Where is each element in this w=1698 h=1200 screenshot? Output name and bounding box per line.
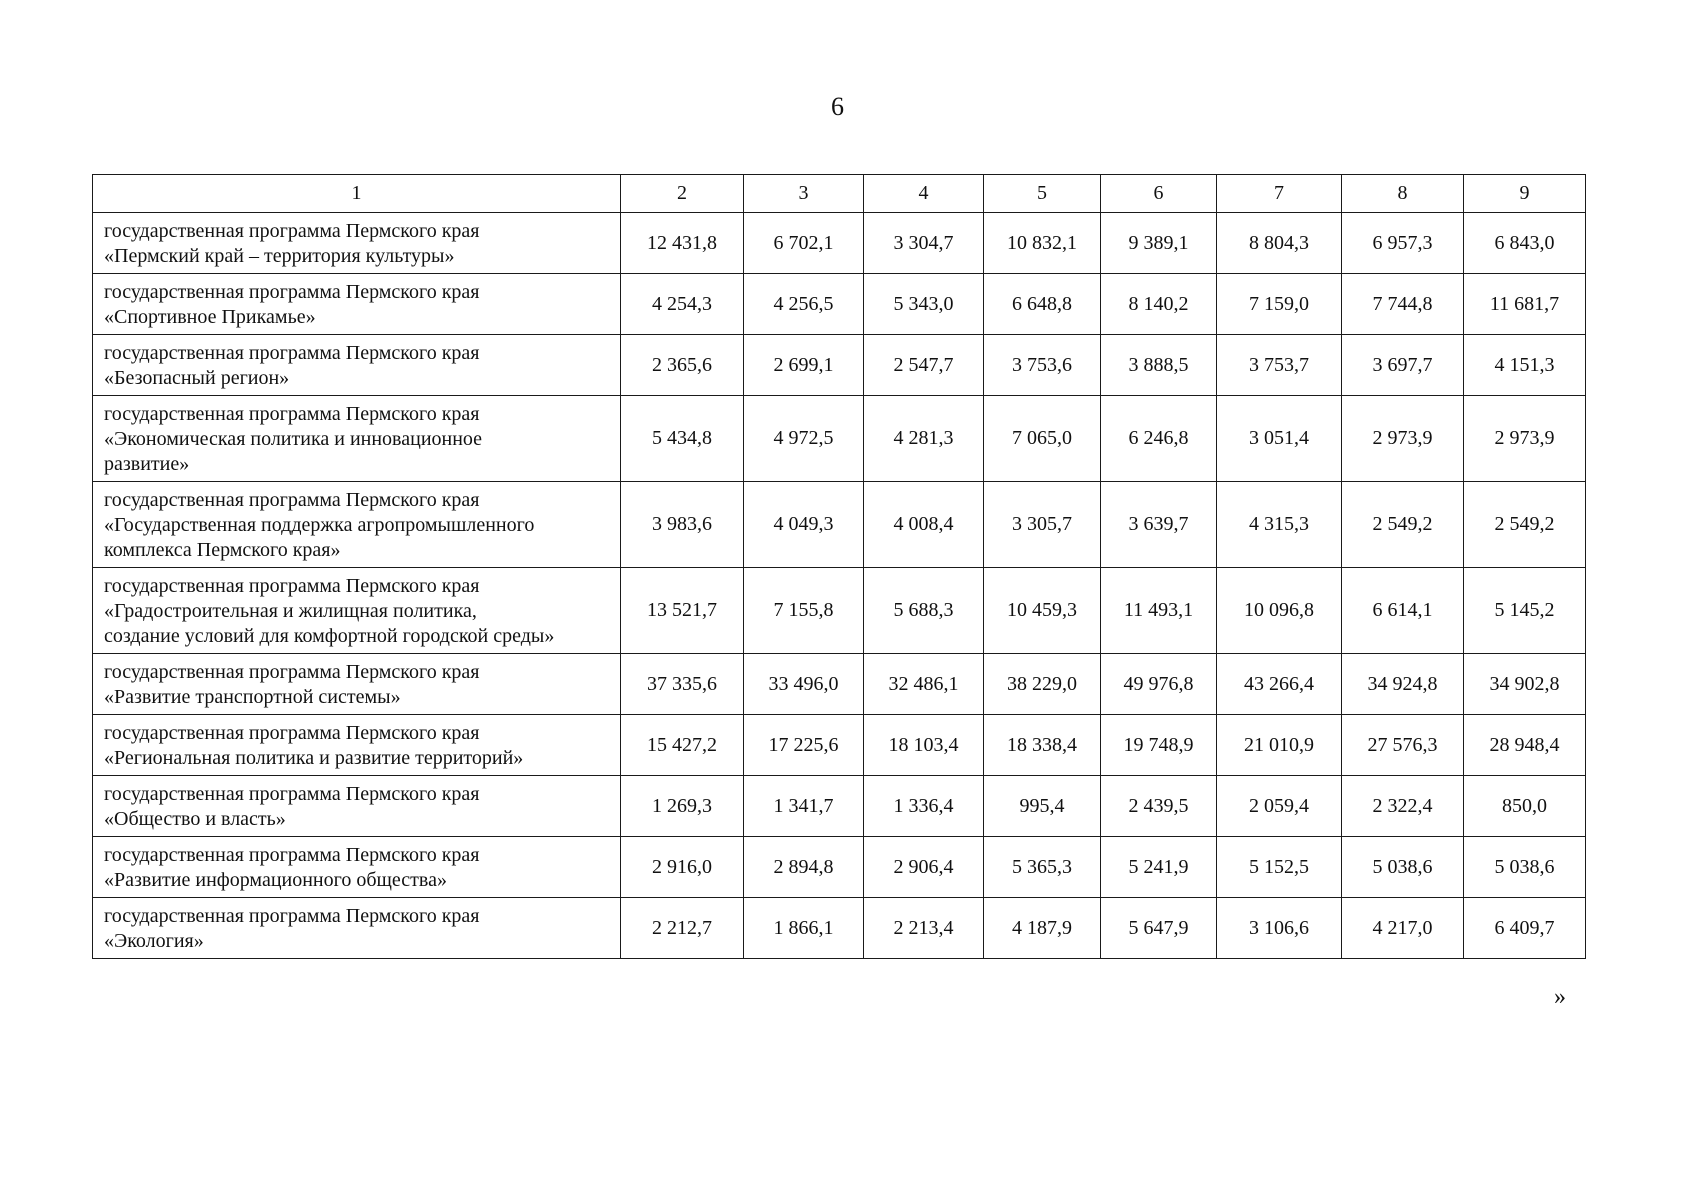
value-cell: 10 096,8	[1217, 568, 1342, 654]
column-header: 2	[621, 175, 744, 213]
value-cell: 5 647,9	[1101, 898, 1217, 959]
value-cell: 10 832,1	[984, 213, 1101, 274]
program-name-line: государственная программа Пермского края	[104, 220, 480, 242]
program-name-cell	[93, 335, 621, 396]
value-cell: 12 431,8	[621, 213, 744, 274]
value-cell: 3 983,6	[621, 482, 744, 568]
value-cell: 2 439,5	[1101, 776, 1217, 837]
table-row	[93, 776, 1586, 837]
column-header: 7	[1217, 175, 1342, 213]
program-name-cell	[93, 482, 621, 568]
column-header: 5	[984, 175, 1101, 213]
value-cell: 6 957,3	[1342, 213, 1464, 274]
table-row	[93, 274, 1586, 335]
value-cell: 3 639,7	[1101, 482, 1217, 568]
program-name-line: «Спортивное Прикамье»	[104, 306, 316, 328]
program-name-cell	[93, 715, 621, 776]
value-cell: 5 434,8	[621, 396, 744, 482]
value-cell: 4 151,3	[1464, 335, 1586, 396]
value-cell: 2 059,4	[1217, 776, 1342, 837]
value-cell: 4 254,3	[621, 274, 744, 335]
value-cell: 8 804,3	[1217, 213, 1342, 274]
value-cell: 21 010,9	[1217, 715, 1342, 776]
value-cell: 1 336,4	[864, 776, 984, 837]
program-name-line: «Экология»	[104, 930, 204, 952]
table-row	[93, 482, 1586, 568]
program-name-line: «Общество и власть»	[104, 808, 286, 830]
table-row	[93, 213, 1586, 274]
value-cell: 38 229,0	[984, 654, 1101, 715]
value-cell: 2 549,2	[1464, 482, 1586, 568]
value-cell: 2 547,7	[864, 335, 984, 396]
value-cell: 2 916,0	[621, 837, 744, 898]
program-name-line: государственная программа Пермского края	[104, 489, 480, 511]
value-cell: 1 866,1	[744, 898, 864, 959]
value-cell: 2 549,2	[1342, 482, 1464, 568]
program-name-line: государственная программа Пермского края	[104, 844, 480, 866]
program-name-line: развитие»	[104, 453, 190, 475]
program-name-cell	[93, 274, 621, 335]
program-name-cell	[93, 837, 621, 898]
program-name-line: «Экономическая политика и инновационное	[104, 428, 483, 450]
column-header: 8	[1342, 175, 1464, 213]
value-cell: 2 894,8	[744, 837, 864, 898]
value-cell: 3 305,7	[984, 482, 1101, 568]
value-cell: 32 486,1	[864, 654, 984, 715]
value-cell: 3 051,4	[1217, 396, 1342, 482]
value-cell: 1 269,3	[621, 776, 744, 837]
column-header: 1	[93, 175, 621, 213]
value-cell: 19 748,9	[1101, 715, 1217, 776]
value-cell: 34 902,8	[1464, 654, 1586, 715]
program-name-cell	[93, 898, 621, 959]
value-cell: 5 688,3	[864, 568, 984, 654]
program-name-line: создание условий для комфортной городской среды»	[104, 625, 555, 647]
value-cell: 2 973,9	[1464, 396, 1586, 482]
value-cell: 2 906,4	[864, 837, 984, 898]
value-cell: 3 888,5	[1101, 335, 1217, 396]
program-name-line: государственная программа Пермского края	[104, 905, 480, 927]
table-row	[93, 335, 1586, 396]
value-cell: 3 106,6	[1217, 898, 1342, 959]
value-cell: 5 038,6	[1464, 837, 1586, 898]
value-cell: 995,4	[984, 776, 1101, 837]
program-name-line: «Градостроительная и жилищная политика,	[104, 600, 477, 622]
value-cell: 2 699,1	[744, 335, 864, 396]
value-cell: 4 008,4	[864, 482, 984, 568]
value-cell: 2 973,9	[1342, 396, 1464, 482]
table-row	[93, 715, 1586, 776]
value-cell: 11 493,1	[1101, 568, 1217, 654]
program-name-cell	[93, 568, 621, 654]
value-cell: 6 614,1	[1342, 568, 1464, 654]
value-cell: 7 155,8	[744, 568, 864, 654]
value-cell: 2 322,4	[1342, 776, 1464, 837]
value-cell: 18 338,4	[984, 715, 1101, 776]
value-cell: 10 459,3	[984, 568, 1101, 654]
value-cell: 7 159,0	[1217, 274, 1342, 335]
table-row	[93, 837, 1586, 898]
program-name-line: государственная программа Пермского края	[104, 783, 480, 805]
value-cell: 850,0	[1464, 776, 1586, 837]
value-cell: 4 217,0	[1342, 898, 1464, 959]
table-row	[93, 568, 1586, 654]
program-name-line: «Развитие транспортной системы»	[104, 686, 401, 708]
column-header: 3	[744, 175, 864, 213]
program-name-cell	[93, 654, 621, 715]
program-name-line: государственная программа Пермского края	[104, 661, 480, 683]
value-cell: 5 343,0	[864, 274, 984, 335]
program-name-line: «Безопасный регион»	[104, 367, 290, 389]
value-cell: 33 496,0	[744, 654, 864, 715]
value-cell: 3 753,6	[984, 335, 1101, 396]
page-number: 6	[831, 92, 844, 121]
value-cell: 34 924,8	[1342, 654, 1464, 715]
program-name-line: «Развитие информационного общества»	[104, 869, 447, 891]
value-cell: 6 702,1	[744, 213, 864, 274]
value-cell: 9 389,1	[1101, 213, 1217, 274]
value-cell: 6 648,8	[984, 274, 1101, 335]
table-row	[93, 396, 1586, 482]
value-cell: 49 976,8	[1101, 654, 1217, 715]
value-cell: 15 427,2	[621, 715, 744, 776]
value-cell: 5 152,5	[1217, 837, 1342, 898]
value-cell: 27 576,3	[1342, 715, 1464, 776]
value-cell: 17 225,6	[744, 715, 864, 776]
table-body	[93, 213, 1586, 959]
value-cell: 18 103,4	[864, 715, 984, 776]
value-cell: 4 049,3	[744, 482, 864, 568]
value-cell: 7 065,0	[984, 396, 1101, 482]
value-cell: 11 681,7	[1464, 274, 1586, 335]
program-name-line: государственная программа Пермского края	[104, 281, 480, 303]
program-name-line: государственная программа Пермского края	[104, 403, 480, 425]
table-row	[93, 654, 1586, 715]
value-cell: 4 972,5	[744, 396, 864, 482]
value-cell: 28 948,4	[1464, 715, 1586, 776]
value-cell: 5 038,6	[1342, 837, 1464, 898]
value-cell: 1 341,7	[744, 776, 864, 837]
value-cell: 43 266,4	[1217, 654, 1342, 715]
value-cell: 4 256,5	[744, 274, 864, 335]
value-cell: 5 145,2	[1464, 568, 1586, 654]
value-cell: 2 213,4	[864, 898, 984, 959]
value-cell: 4 315,3	[1217, 482, 1342, 568]
column-header: 6	[1101, 175, 1217, 213]
value-cell: 6 843,0	[1464, 213, 1586, 274]
value-cell: 3 304,7	[864, 213, 984, 274]
value-cell: 5 241,9	[1101, 837, 1217, 898]
budget-table	[92, 174, 1586, 959]
value-cell: 6 409,7	[1464, 898, 1586, 959]
program-name-line: «Государственная поддержка агропромышленного	[104, 514, 535, 536]
program-name-line: «Пермский край – территория культуры»	[104, 245, 455, 267]
program-name-cell	[93, 396, 621, 482]
program-name-line: государственная программа Пермского края	[104, 342, 480, 364]
value-cell: 4 281,3	[864, 396, 984, 482]
value-cell: 8 140,2	[1101, 274, 1217, 335]
value-cell: 2 212,7	[621, 898, 744, 959]
value-cell: 3 697,7	[1342, 335, 1464, 396]
value-cell: 13 521,7	[621, 568, 744, 654]
program-name-cell	[93, 213, 621, 274]
closing-quote-mark: »	[1554, 984, 1566, 1010]
column-header: 4	[864, 175, 984, 213]
table-row	[93, 898, 1586, 959]
value-cell: 3 753,7	[1217, 335, 1342, 396]
table-header	[93, 175, 1586, 213]
value-cell: 2 365,6	[621, 335, 744, 396]
column-header: 9	[1464, 175, 1586, 213]
program-name-line: комплекса Пермского края»	[104, 539, 341, 561]
value-cell: 5 365,3	[984, 837, 1101, 898]
program-name-line: государственная программа Пермского края	[104, 722, 480, 744]
value-cell: 6 246,8	[1101, 396, 1217, 482]
program-name-line: «Региональная политика и развитие территорий»	[104, 747, 524, 769]
value-cell: 7 744,8	[1342, 274, 1464, 335]
value-cell: 37 335,6	[621, 654, 744, 715]
program-name-cell	[93, 776, 621, 837]
value-cell: 4 187,9	[984, 898, 1101, 959]
program-name-line: государственная программа Пермского края	[104, 575, 480, 597]
header-row	[93, 175, 1586, 213]
